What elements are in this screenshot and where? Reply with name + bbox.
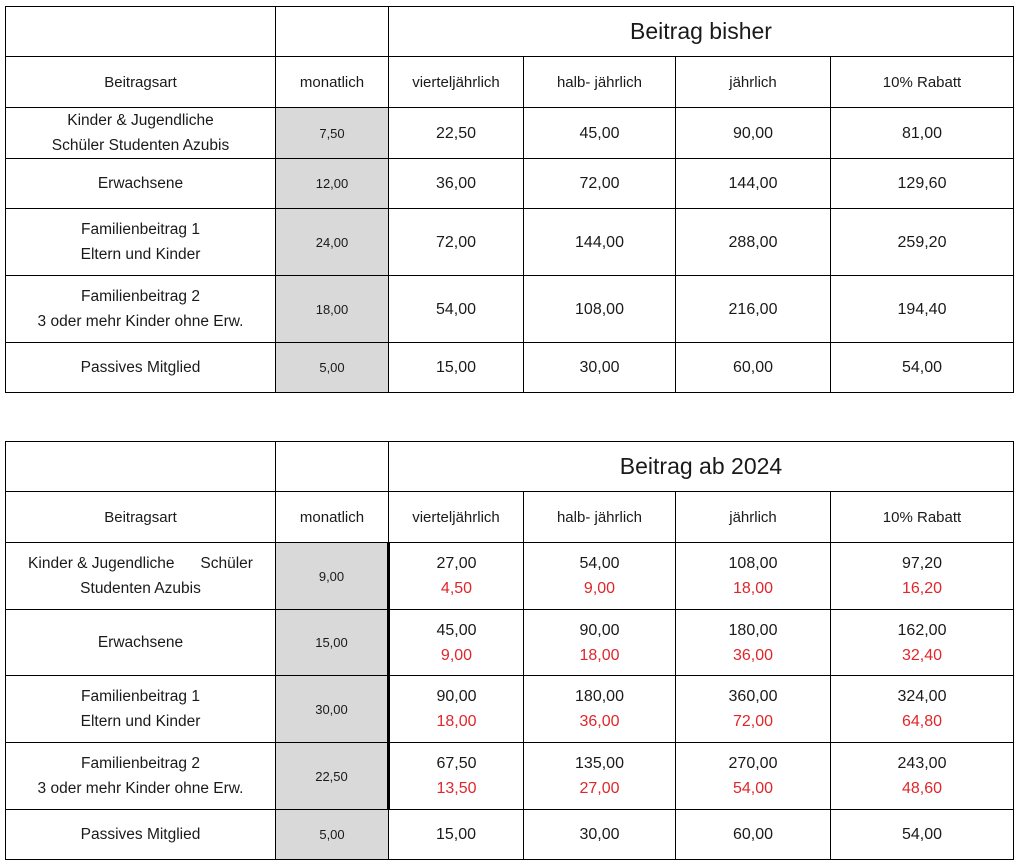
monthly-cell: 5,00 [276,810,389,860]
quarterly-cell [389,610,524,676]
discount-cell: 54,00 [831,810,1014,860]
header-beitragsart: Beitragsart [6,492,276,543]
empty-cell [276,7,389,57]
fee-type-line: Familienbeitrag 1 [81,221,200,238]
fee-type-cell: Erwachsene [6,610,276,676]
empty-cell [6,7,276,57]
new-value: 90,00 [436,688,477,705]
quarterly-cell: 54,00 [389,276,524,343]
difference-value: 18,00 [579,646,620,664]
fee-type-cell [6,276,276,343]
fee-table-2024 [5,441,1014,860]
column-header-row [6,57,1014,108]
yearly-cell: 216,00 [676,276,831,343]
discount-cell: 54,00 [831,343,1014,393]
table-title: Beitrag ab 2024 [389,442,1014,492]
fee-type-line: Kinder & Jugendliche [67,112,214,129]
table-row [6,676,1014,743]
monthly-cell: 12,00 [276,159,389,209]
difference-value: 64,80 [901,713,943,730]
table-row [6,209,1014,276]
fee-type-cell [6,676,276,743]
fee-type-line: Familienbeitrag 2 [81,288,200,305]
difference-value: 72,00 [732,713,774,730]
discount-cell: 129,60 [831,159,1014,209]
difference-value: 48,60 [901,780,943,797]
header-halbjaehrlich: halb- jährlich [524,57,676,108]
monthly-cell: 7,50 [276,108,389,159]
new-value: 27,00 [436,555,477,572]
quarterly-cell: 36,00 [389,159,524,209]
half-yearly-cell [524,676,676,743]
half-yearly-cell: 30,00 [524,343,676,393]
new-value: 67,50 [436,755,477,772]
quarterly-cell: 15,00 [389,810,524,860]
monthly-cell: 24,00 [276,209,389,276]
difference-value: 32,40 [901,646,943,664]
fee-type-line: Eltern und Kinder [80,246,201,263]
fee-type-line: 3 oder mehr Kinder ohne Erw. [37,313,244,330]
fee-type-line: Familienbeitrag 2 [81,755,200,772]
fee-type-line: Studenten Azubis [80,580,201,597]
yearly-cell [676,676,831,743]
fee-type-cell: Erwachsene [6,159,276,209]
new-value: 108,00 [728,555,778,572]
fee-type-line: Kinder & Jugendliche Schüler [28,555,253,572]
difference-value: 18,00 [732,580,774,597]
yearly-cell [676,610,831,676]
difference-value: 9,00 [440,646,473,664]
discount-cell [831,543,1014,610]
yearly-cell: 60,00 [676,810,831,860]
new-value: 324,00 [897,688,947,705]
column-header-row [6,492,1014,543]
quarterly-cell [389,676,524,743]
header-jaehrlich: jährlich [676,492,831,543]
half-yearly-cell [524,610,676,676]
discount-cell: 259,20 [831,209,1014,276]
fee-type-line: Schüler Studenten Azubis [51,137,230,154]
discount-cell: 81,00 [831,108,1014,159]
monthly-cell: 5,00 [276,343,389,393]
difference-value: 18,00 [436,713,477,730]
difference-value: 16,20 [901,580,943,597]
fee-type-cell [6,743,276,810]
header-halbjaehrlich: halb- jährlich [524,492,676,543]
quarterly-cell [389,543,524,610]
quarterly-cell: 15,00 [389,343,524,393]
yearly-cell [676,543,831,610]
discount-cell [831,676,1014,743]
new-value: 90,00 [579,621,620,639]
header-beitragsart: Beitragsart [6,57,276,108]
new-value: 270,00 [728,755,778,772]
table-row [6,743,1014,810]
half-yearly-cell [524,543,676,610]
fee-type-cell: Passives Mitglied [6,343,276,393]
fee-type-cell [6,108,276,159]
difference-value: 13,50 [436,780,477,797]
fee-type-cell [6,543,276,610]
difference-value: 9,00 [583,580,616,597]
discount-cell [831,743,1014,810]
table-title-row [6,7,1014,57]
half-yearly-cell [524,743,676,810]
new-value: 360,00 [728,688,778,705]
new-value: 243,00 [897,755,947,772]
empty-cell [276,442,389,492]
fee-type-line: 3 oder mehr Kinder ohne Erw. [37,780,244,797]
quarterly-cell: 72,00 [389,209,524,276]
new-value: 54,00 [579,555,620,572]
half-yearly-cell: 72,00 [524,159,676,209]
discount-cell: 194,40 [831,276,1014,343]
yearly-cell [676,743,831,810]
fee-type-line: Familienbeitrag 1 [81,688,200,705]
header-vierteljaehrlich: vierteljährlich [389,57,524,108]
monthly-cell: 22,50 [276,743,389,810]
yearly-cell: 60,00 [676,343,831,393]
monthly-cell: 18,00 [276,276,389,343]
discount-cell [831,610,1014,676]
new-value: 135,00 [575,755,624,772]
table-row [6,610,1014,676]
header-monatlich: monatlich [276,492,389,543]
half-yearly-cell: 30,00 [524,810,676,860]
table-title-row [6,442,1014,492]
yearly-cell: 144,00 [676,159,831,209]
new-value: 45,00 [436,621,477,639]
table-row [6,159,1014,209]
new-value: 180,00 [575,688,624,705]
header-rabatt: 10% Rabatt [831,492,1014,543]
quarterly-cell [389,743,524,810]
table-row [6,343,1014,393]
table-row [6,276,1014,343]
monthly-cell: 9,00 [276,543,389,610]
new-value: 180,00 [728,621,778,639]
empty-cell [6,442,276,492]
half-yearly-cell: 144,00 [524,209,676,276]
difference-value: 4,50 [440,580,473,597]
fee-table-current [5,6,1014,393]
half-yearly-cell: 45,00 [524,108,676,159]
monthly-cell: 30,00 [276,676,389,743]
header-jaehrlich: jährlich [676,57,831,108]
table-title: Beitrag bisher [389,7,1014,57]
table-row [6,108,1014,159]
table-row [6,543,1014,610]
yearly-cell: 288,00 [676,209,831,276]
difference-value: 27,00 [579,780,620,797]
monthly-cell: 15,00 [276,610,389,676]
yearly-cell: 90,00 [676,108,831,159]
quarterly-cell: 22,50 [389,108,524,159]
difference-value: 36,00 [732,646,774,664]
difference-value: 54,00 [732,780,774,797]
header-rabatt: 10% Rabatt [831,57,1014,108]
table-row [6,810,1014,860]
fee-type-cell: Passives Mitglied [6,810,276,860]
fee-type-cell [6,209,276,276]
new-value: 162,00 [897,621,947,639]
header-monatlich: monatlich [276,57,389,108]
header-vierteljaehrlich: vierteljährlich [389,492,524,543]
difference-value: 36,00 [579,713,620,730]
half-yearly-cell: 108,00 [524,276,676,343]
fee-type-line: Eltern und Kinder [80,713,201,730]
new-value: 97,20 [901,555,943,572]
